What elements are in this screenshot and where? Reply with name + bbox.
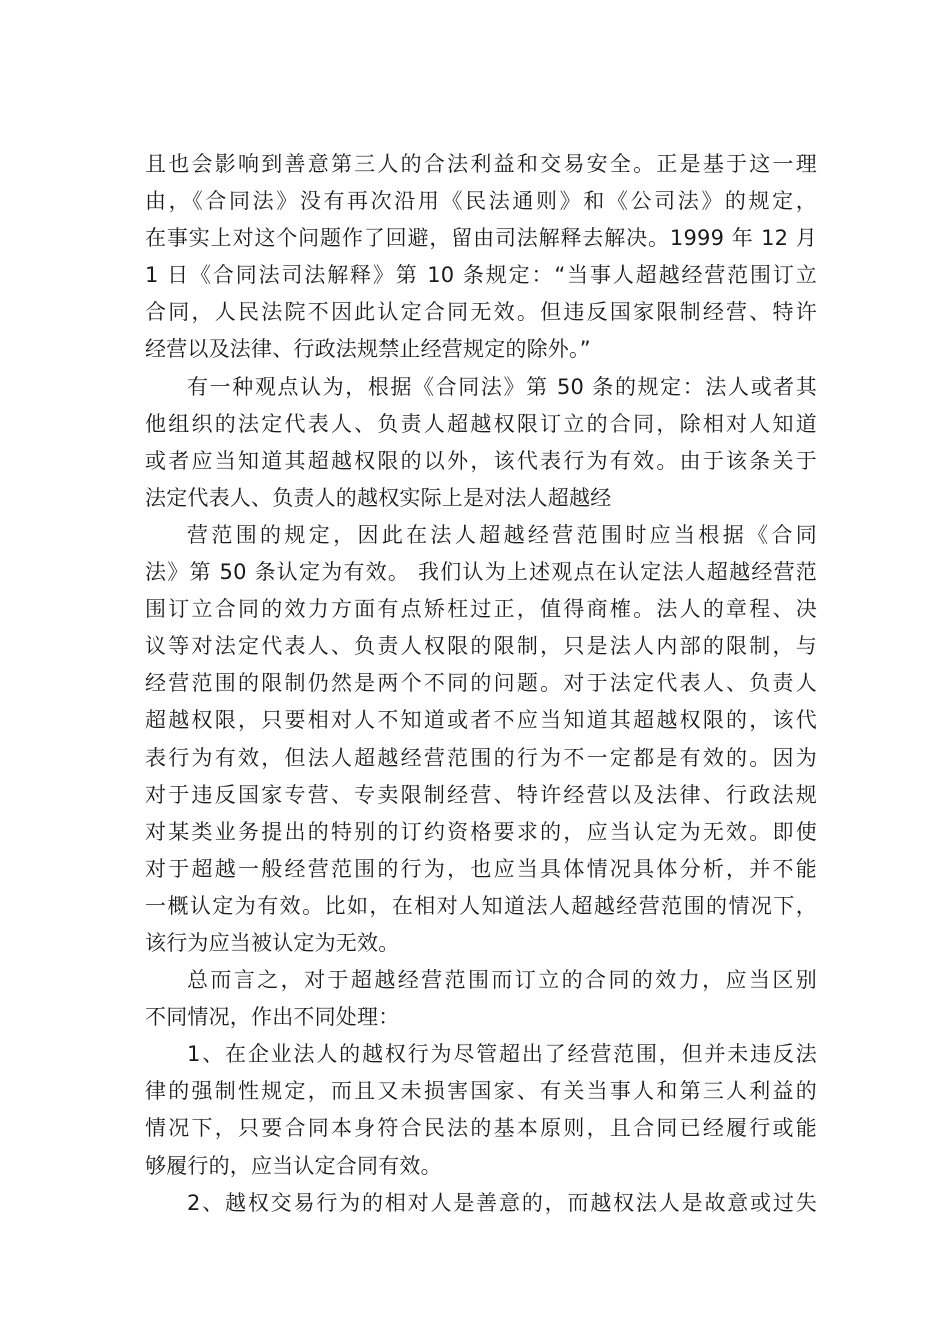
paragraph-first-line: 总而言之，对于超越经营范围而订立的合同的效力，应当区别: [187, 968, 817, 993]
text-line: 情况下，只要合同本身符合民法的基本原则，且合同已经履行或能: [145, 1116, 817, 1141]
text-line: 经营范围的限制仍然是两个不同的问题。对于法定代表人、负责人: [145, 671, 817, 696]
paragraph-first-line: 营范围的规定，因此在法人超越经营范围时应当根据《合同: [187, 522, 817, 547]
text-line: 围订立合同的效力方面有点矫枉过正，值得商榷。法人的章程、决: [145, 597, 817, 622]
text-line: 经营以及法律、行政法规禁止经营规定的除外。”: [145, 337, 591, 362]
text-line: 或者应当知道其超越权限的以外，该代表行为有效。由于该条关于: [145, 448, 817, 473]
text-line: 在事实上对这个问题作了回避，留由司法解释去解决。1999 年 12 月: [145, 226, 817, 251]
text-line: 法》第 50 条认定为有效。 我们认为上述观点在认定法人超越经营范: [145, 560, 817, 585]
text-line: 对于违反国家专营、专卖限制经营、特许经营以及法律、行政法规: [145, 782, 817, 807]
text-line: 够履行的，应当认定合同有效。: [145, 1153, 442, 1178]
paragraph-first-line: 有一种观点认为，根据《合同法》第 50 条的规定：法人或者其: [187, 374, 817, 399]
text-line: 且也会影响到善意第三人的合法利益和交易安全。正是基于这一理: [145, 152, 817, 176]
text-line: 他组织的法定代表人、负责人超越权限订立的合同，除相对人知道: [145, 411, 817, 436]
text-line: 对于超越一般经营范围的行为，也应当具体情况具体分析，并不能: [145, 856, 817, 881]
text-line: 不同情况，作出不同处理：: [145, 1005, 400, 1030]
text-line: 合同，人民法院不因此认定合同无效。但违反国家限制经营、特许: [145, 300, 817, 325]
text-line: 法定代表人、负责人的越权实际上是对法人超越经: [145, 485, 612, 510]
text-line: 一概认定为有效。比如，在相对人知道法人超越经营范围的情况下，: [145, 893, 817, 918]
text-line: 律的强制性规定，而且又未损害国家、有关当事人和第三人利益的: [145, 1079, 817, 1104]
list-item-2-line: 2、越权交易行为的相对人是善意的，而越权法人是故意或过失: [187, 1190, 817, 1215]
text-line: 该行为应当被认定为无效。: [145, 930, 400, 955]
text-line: 1 日《合同法司法解释》第 10 条规定：“当事人超越经营范围订立: [145, 263, 817, 288]
list-item-1-line: 1、在企业法人的越权行为尽管超出了经营范围，但并未违反法: [187, 1042, 817, 1067]
text-line: 议等对法定代表人、负责人权限的限制，只是法人内部的限制，与: [145, 634, 817, 659]
text-line: 超越权限，只要相对人不知道或者不应当知道其超越权限的，该代: [145, 708, 817, 733]
text-line: 由，《合同法》没有再次沿用《民法通则》和《公司法》的规定，: [145, 189, 817, 214]
body-text: [145, 146, 817, 1222]
text-line: 表行为有效，但法人超越经营范围的行为不一定都是有效的。因为: [145, 745, 817, 770]
text-line: 对某类业务提出的特别的订约资格要求的，应当认定为无效。即使: [145, 819, 817, 844]
